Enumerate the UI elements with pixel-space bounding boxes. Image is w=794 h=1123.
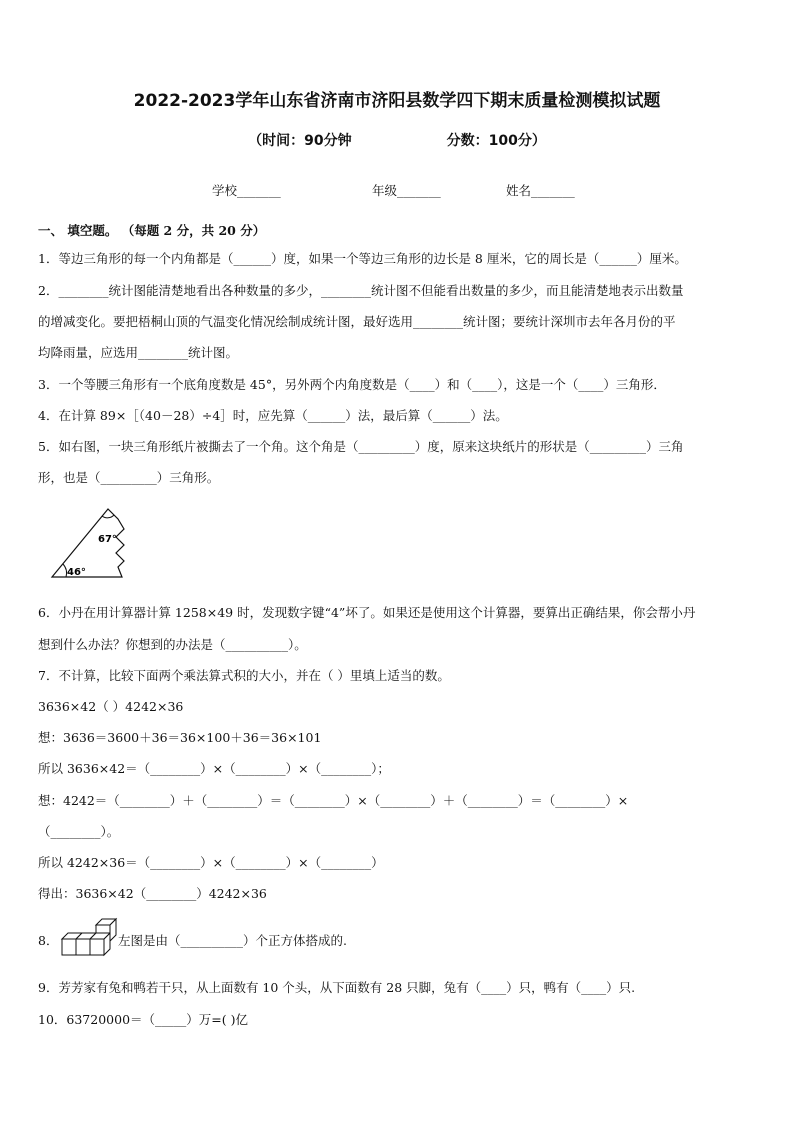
question-7-think-2-cont: （________）。 [38, 824, 120, 839]
cube-front-left [62, 939, 76, 955]
bottom-angle-arc [63, 564, 67, 577]
question-10: 10．63720000＝（_____）万=( )亿 [38, 1012, 248, 1027]
top-angle-arc [102, 515, 114, 518]
question-3: 3．一个等腰三角形有一个底角度数是 45°，另外两个内角度数是（____）和（____），这是一个（____）三角形． [38, 377, 666, 392]
name-field: 姓名_______ [506, 183, 575, 198]
exam-time: （时间：90分钟 [248, 133, 352, 149]
question-1: 1．等边三角形的每一个内角都是（______）度，如果一个等边三角形的边长是 8 厘米，它的周长是（______）厘米。 [38, 251, 687, 266]
question-5-line-1: 5．如右图，一块三角形纸片被撕去了一个角。这个角是（_________）度，原来这块纸片的形状是（_________）三角 [38, 439, 684, 454]
question-9: 9．芳芳家有兔和鸭若干只，从上面数有 10 个头，从下面数有 28 只脚，兔有（____）只，鸭有（____）只. [38, 980, 636, 995]
question-8: 左图是由（__________）个正方体搭成的. [118, 933, 347, 948]
section-heading: 一、 填空题。 （每题 2 分，共 20 分） [38, 223, 266, 238]
question-2-line-3: 均降雨量，应选用________统计图。 [38, 345, 239, 360]
question-6-line-2: 想到什么办法？你想到的办法是（__________）。 [38, 637, 307, 652]
question-7-think-1: 想：3636＝3600＋36＝36×100＋36＝36×101 [38, 730, 322, 745]
exam-time-score [0, 130, 794, 150]
angle-label-bottom: 46° [67, 567, 86, 578]
page-title: 2022-2023学年山东省济南市济阳县数学四下期末质量检测模拟试题 [133, 91, 661, 111]
question-7-result: 得出：3636×42（________）4242×36 [38, 886, 267, 901]
cube-upper-front [96, 925, 110, 933]
question-6-line-1: 6．小丹在用计算器计算 1258×49 时，发现数字键“4”坏了。如果还是使用这个计算器，要算出正确结果，你会帮小丹 [38, 605, 696, 620]
question-4: 4．在计算 89×［（40－28）÷4］时，应先算（______）法，最后算（______）法。 [38, 408, 508, 423]
question-2-line-1: 2．________统计图能清楚地看出各种数量的多少，________统计图不但能看出数量的多少，而且能清楚地表示出数量 [38, 283, 684, 298]
grade-field: 年级_______ [372, 183, 441, 198]
exam-score: 分数：100分） [446, 133, 546, 149]
question-7: 7．不计算，比较下面两个乘法算式积的大小，并在（ ）里填上适当的数。 [38, 668, 450, 683]
question-7-think-2: 想：4242＝（________）＋（________）＝（________）×（________）＋（________）＝（________）× [38, 793, 629, 808]
school-field: 学校_______ [212, 183, 281, 198]
cube-front-mid [76, 939, 90, 955]
cubes-figure [58, 917, 118, 959]
angle-label-top: 67° [98, 534, 117, 545]
question-8-number: 8． [38, 933, 59, 948]
question-7-compare: 3636×42（ ）4242×36 [38, 699, 184, 714]
cube-front-right [90, 939, 104, 955]
question-2-line-2: 的增减变化。要把梧桐山顶的气温变化情况绘制成统计图，最好选用________统计图；要统计深圳市去年各月份的平 [38, 314, 676, 329]
question-5-line-2: 形，也是（_________）三角形。 [38, 470, 220, 485]
question-7-so-2: 所以 4242×36＝（________）×（________）×（________） [38, 855, 384, 870]
torn-triangle-figure [48, 505, 134, 581]
question-7-so-1: 所以 3636×42＝（________）×（________）×（________）； [38, 761, 390, 776]
